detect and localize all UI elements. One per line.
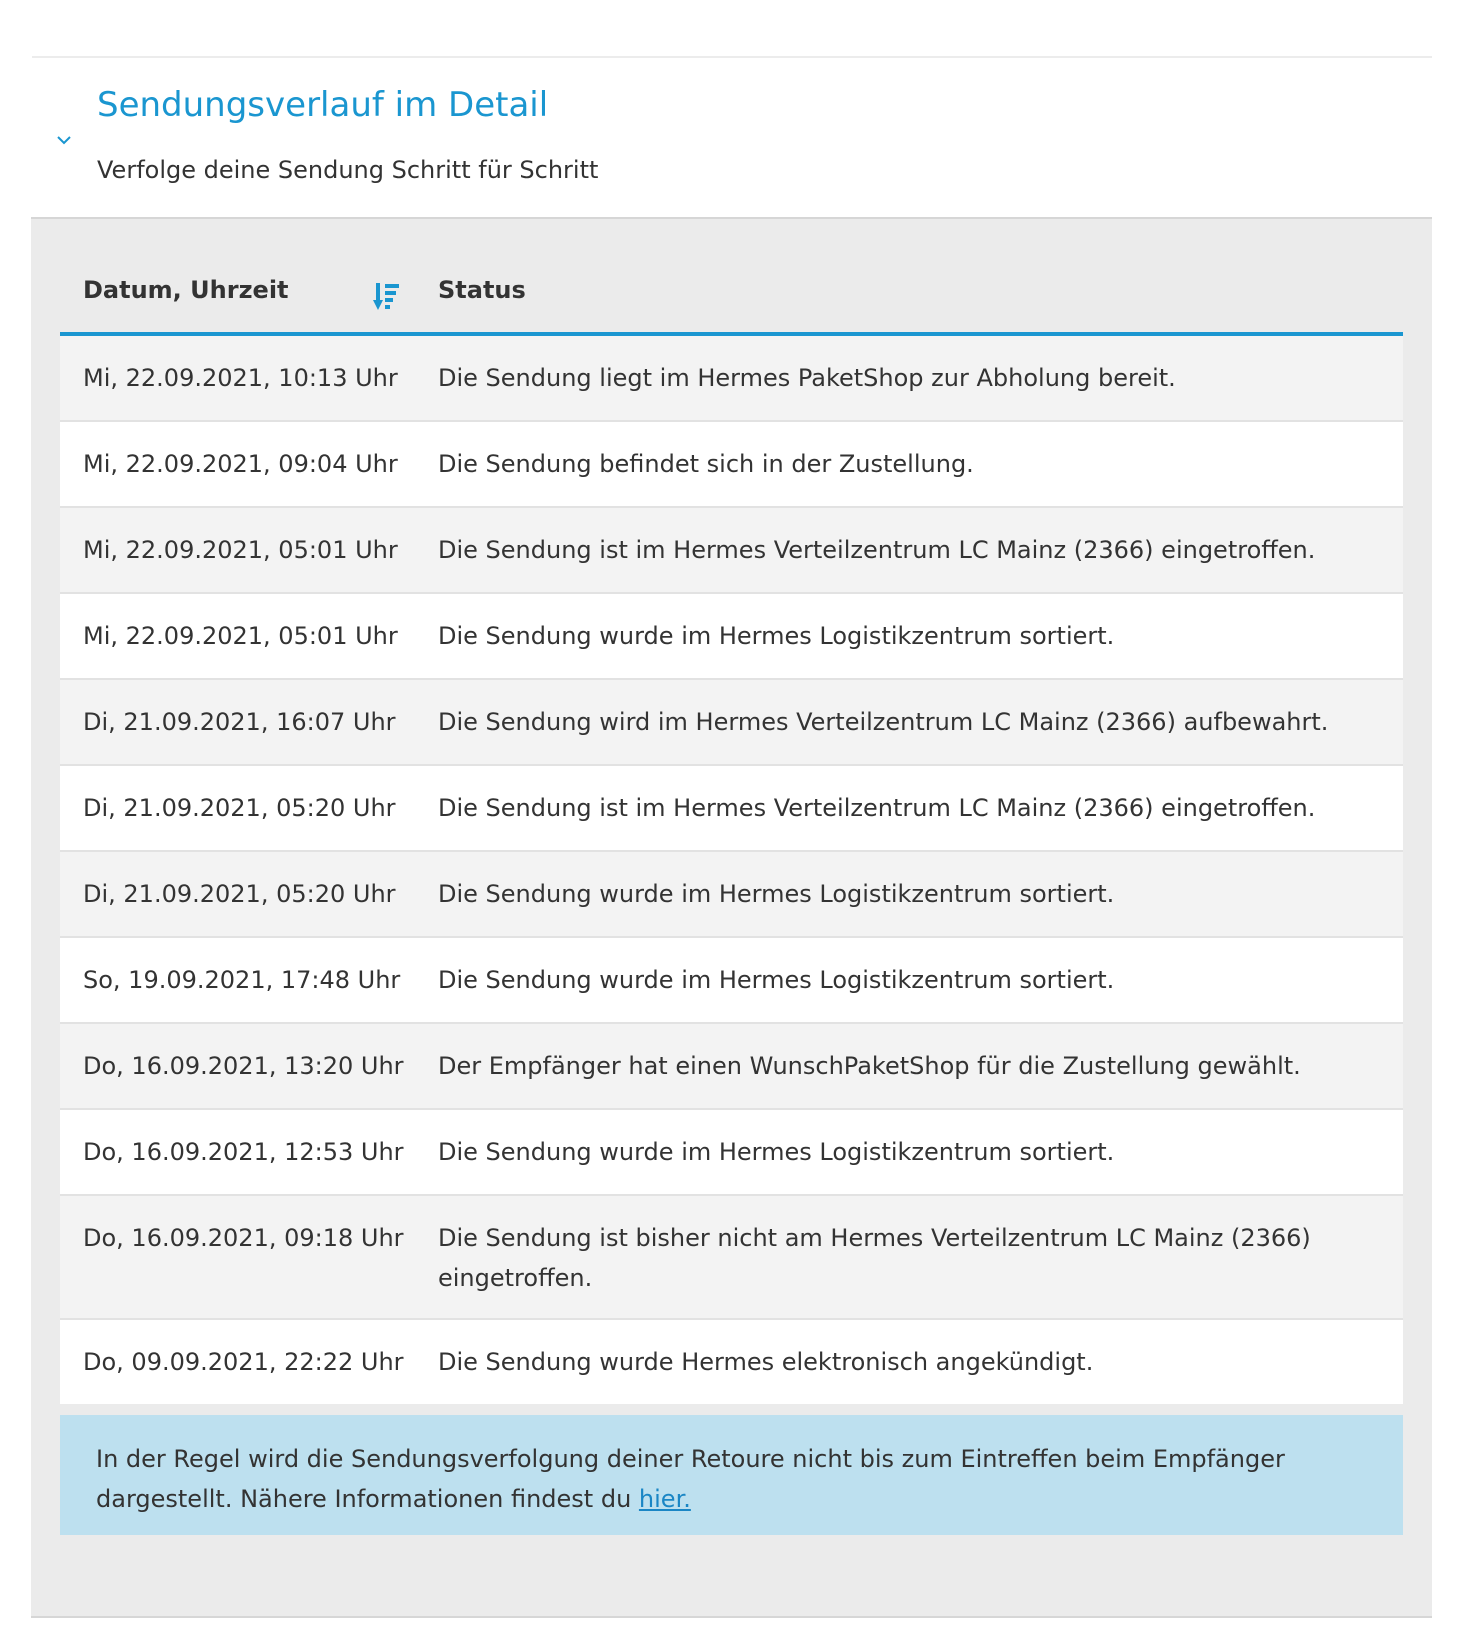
row-status: Die Sendung befindet sich in der Zustellung. (438, 450, 974, 478)
table-header (60, 249, 1403, 336)
row-status: Die Sendung ist bisher nicht am Hermes Verteilzentrum LC Mainz (2366) eingetroffen. (438, 1224, 1311, 1292)
info-box (60, 1415, 1403, 1535)
row-status: Die Sendung ist im Hermes Verteilzentrum LC Mainz (2366) eingetroffen. (438, 794, 1316, 822)
sort-descending-icon[interactable] (373, 281, 401, 313)
row-status: Die Sendung ist im Hermes Verteilzentrum LC Mainz (2366) eingetroffen. (438, 536, 1316, 564)
table-row (60, 938, 1403, 1024)
row-date: Di, 21.09.2021, 16:07 Uhr (83, 708, 396, 736)
row-status: Die Sendung wird im Hermes Verteilzentrum LC Mainz (2366) aufbewahrt. (438, 708, 1329, 736)
row-status: Die Sendung wurde im Hermes Logistikzentrum sortiert. (438, 622, 1115, 650)
tracking-panel (31, 217, 1432, 1618)
row-date: So, 19.09.2021, 17:48 Uhr (83, 966, 401, 994)
section-header[interactable] (32, 58, 1432, 218)
table-body (60, 336, 1403, 1404)
row-date: Do, 16.09.2021, 13:20 Uhr (83, 1052, 404, 1080)
row-date: Do, 09.09.2021, 22:22 Uhr (83, 1348, 404, 1376)
row-date: Di, 21.09.2021, 05:20 Uhr (83, 794, 396, 822)
table-row (60, 852, 1403, 938)
table-row (60, 422, 1403, 508)
row-date: Mi, 22.09.2021, 10:13 Uhr (83, 364, 398, 392)
row-date: Mi, 22.09.2021, 05:01 Uhr (83, 536, 398, 564)
table-row (60, 766, 1403, 852)
row-status: Der Empfänger hat einen WunschPaketShop für die Zustellung gewählt. (438, 1052, 1301, 1080)
table-row (60, 508, 1403, 594)
chevron-down-icon[interactable] (56, 132, 72, 148)
row-status: Die Sendung wurde im Hermes Logistikzentrum sortiert. (438, 880, 1115, 908)
row-date: Do, 16.09.2021, 12:53 Uhr (83, 1138, 404, 1166)
row-status: Die Sendung liegt im Hermes PaketShop zur Abholung bereit. (438, 364, 1176, 392)
table-row (60, 680, 1403, 766)
info-link[interactable]: hier. (638, 1485, 691, 1513)
row-date: Mi, 22.09.2021, 05:01 Uhr (83, 622, 398, 650)
section-title[interactable]: Sendungsverlauf im Detail (97, 85, 549, 125)
table-row (60, 1024, 1403, 1110)
table-row (60, 1110, 1403, 1196)
row-status: Die Sendung wurde im Hermes Logistikzentrum sortiert. (438, 1138, 1115, 1166)
table-row (60, 594, 1403, 680)
column-header-status: Status (438, 276, 526, 304)
section-subtitle: Verfolge deine Sendung Schritt für Schritt (97, 156, 599, 184)
row-date: Do, 16.09.2021, 09:18 Uhr (83, 1224, 404, 1252)
row-date: Di, 21.09.2021, 05:20 Uhr (83, 880, 396, 908)
tracking-table (60, 249, 1403, 1404)
table-row (60, 336, 1403, 422)
row-status: Die Sendung wurde im Hermes Logistikzentrum sortiert. (438, 966, 1115, 994)
info-text: In der Regel wird die Sendungsverfolgung deiner Retoure nicht bis zum Eintreffen beim Empfänger dargestellt. Nähere Informationen findest du (96, 1445, 1285, 1513)
row-date: Mi, 22.09.2021, 09:04 Uhr (83, 450, 398, 478)
table-row (60, 1196, 1403, 1320)
row-status: Die Sendung wurde Hermes elektronisch angekündigt. (438, 1348, 1094, 1376)
column-header-date: Datum, Uhrzeit (83, 276, 289, 304)
table-row (60, 1320, 1403, 1404)
